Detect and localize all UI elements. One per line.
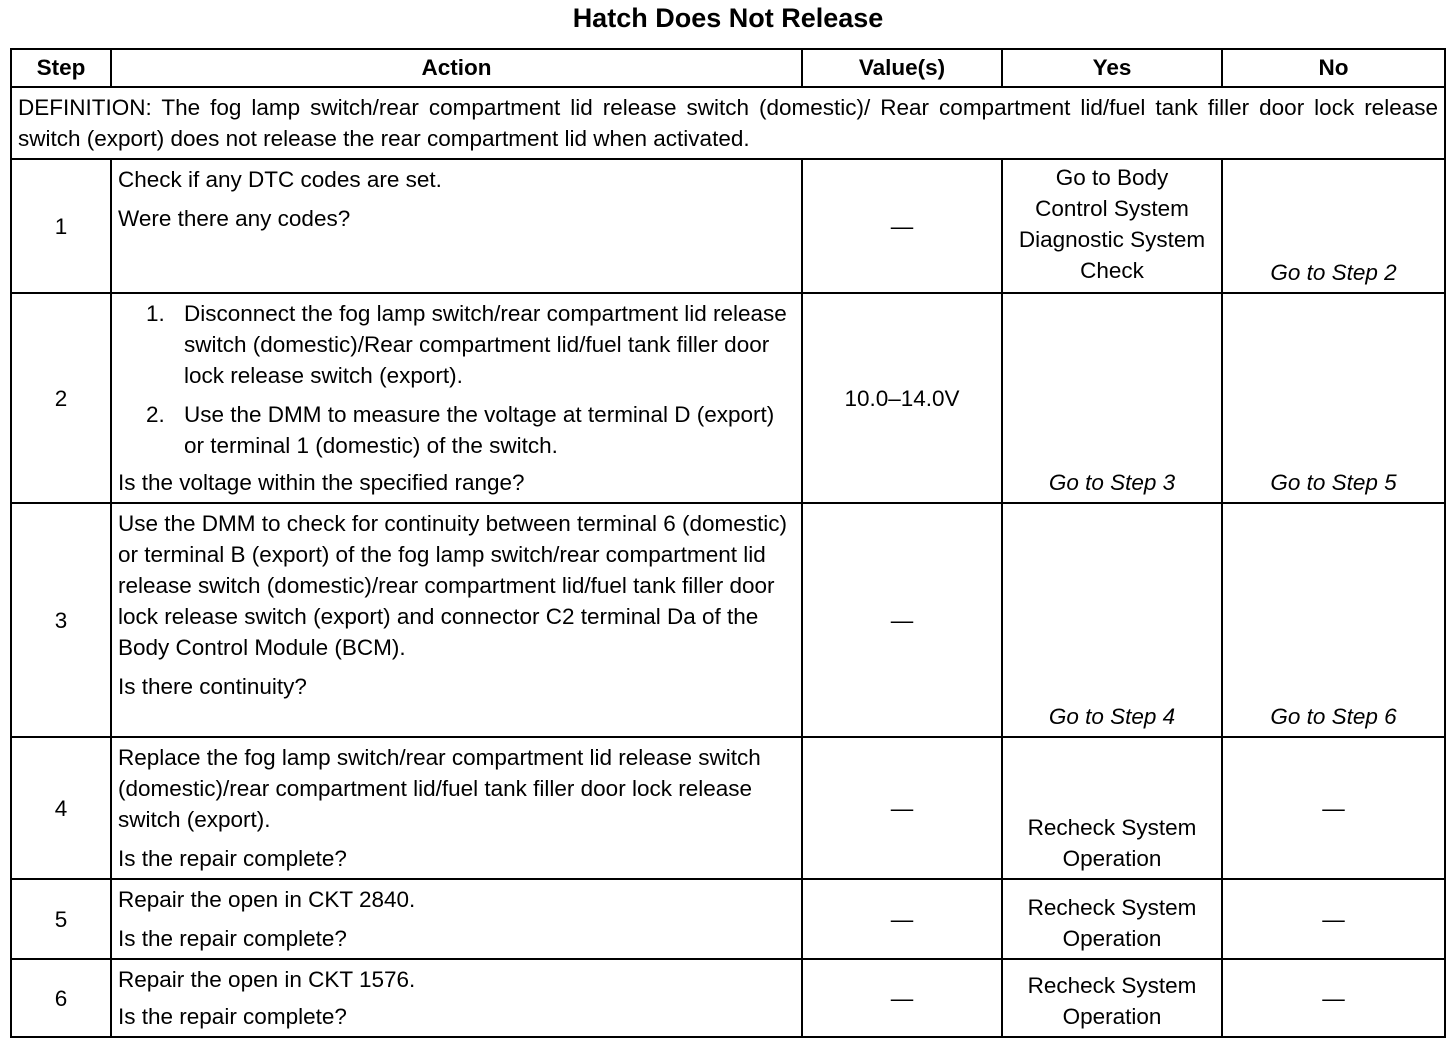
table-row xyxy=(11,959,1445,1037)
no-cell xyxy=(1222,503,1445,737)
action-question: Is the voltage within the specified range? xyxy=(118,470,525,495)
list-item xyxy=(118,399,793,461)
no-text: Go to Step 6 xyxy=(1270,704,1397,729)
no-text: — xyxy=(1222,959,1445,1037)
table-row xyxy=(11,293,1445,503)
action-text: Check if any DTC codes are set. xyxy=(118,167,442,192)
value-cell: — xyxy=(802,959,1002,1037)
header-action: Action xyxy=(111,49,802,87)
header-row xyxy=(11,49,1445,87)
yes-text: Go to Step 3 xyxy=(1048,470,1176,495)
action-question: Is the repair complete? xyxy=(118,926,347,951)
definition-text: DEFINITION: The fog lamp switch/rear compartment lid release switch (domestic)/ Rear compartment lid/fuel tank filler door lock release switch (export) does not release the rear compartment lid when activated. xyxy=(11,87,1445,159)
action-question: Were there any codes? xyxy=(118,206,351,231)
action-cell xyxy=(111,959,802,1037)
value-cell: — xyxy=(802,737,1002,879)
value-cell: — xyxy=(802,879,1002,959)
table-row xyxy=(11,503,1445,737)
table-row xyxy=(11,737,1445,879)
list-item-text: Use the DMM to measure the voltage at terminal D (export) or terminal 1 (domestic) of the switch. xyxy=(184,402,775,458)
header-no: No xyxy=(1222,49,1445,87)
no-text: — xyxy=(1222,737,1445,879)
table-row xyxy=(11,879,1445,959)
no-text: — xyxy=(1222,879,1445,959)
action-question: Is there continuity? xyxy=(118,674,307,699)
page-title: Hatch Does Not Release xyxy=(572,3,884,33)
action-cell xyxy=(111,159,802,293)
step-number: 2 xyxy=(11,293,111,503)
yes-text: Go to Body Control System Diagnostic System Check xyxy=(1018,165,1206,283)
action-steps-list xyxy=(118,298,793,461)
value-cell: — xyxy=(802,159,1002,293)
no-cell xyxy=(1222,159,1445,293)
step-number: 3 xyxy=(11,503,111,737)
diagnostic-table xyxy=(10,48,1446,1038)
yes-cell xyxy=(1002,879,1222,959)
no-cell xyxy=(1222,293,1445,503)
list-item-number: 2. xyxy=(146,402,165,427)
action-text: Replace the fog lamp switch/rear compartment lid release switch (domestic)/rear compartment lid/fuel tank filler door lock release switch (export). xyxy=(118,745,761,832)
step-number: 6 xyxy=(11,959,111,1037)
action-text: Repair the open in CKT 1576. xyxy=(118,967,416,992)
header-values: Value(s) xyxy=(802,49,1002,87)
yes-cell xyxy=(1002,159,1222,293)
action-cell xyxy=(111,737,802,879)
yes-text: Recheck System Operation xyxy=(1027,815,1197,871)
step-number: 1 xyxy=(11,159,111,293)
value-cell: 10.0–14.0V xyxy=(802,293,1002,503)
list-item-text: Disconnect the fog lamp switch/rear compartment lid release switch (domestic)/Rear compartment lid/fuel tank filler door lock release switch (export). xyxy=(184,301,787,388)
no-text: Go to Step 5 xyxy=(1270,470,1397,495)
yes-text: Recheck System Operation xyxy=(1027,973,1197,1029)
list-item-number: 1. xyxy=(146,301,165,326)
yes-cell xyxy=(1002,737,1222,879)
header-step: Step xyxy=(11,49,111,87)
yes-cell xyxy=(1002,959,1222,1037)
action-question: Is the repair complete? xyxy=(118,846,347,871)
yes-cell xyxy=(1002,503,1222,737)
action-cell xyxy=(111,503,802,737)
step-number: 4 xyxy=(11,737,111,879)
definition-row xyxy=(11,87,1445,159)
header-yes: Yes xyxy=(1002,49,1222,87)
action-cell xyxy=(111,293,802,503)
list-item xyxy=(118,298,793,391)
yes-cell xyxy=(1002,293,1222,503)
action-cell xyxy=(111,879,802,959)
action-text: Use the DMM to check for continuity between terminal 6 (domestic) or terminal B (export) of the fog lamp switch/rear compartment lid release switch (domestic)/rear compartment lid/fuel tank filler door lock release switch (export) and connector C2 terminal Da of the Body Control Module (BCM). xyxy=(118,511,788,660)
action-question: Is the repair complete? xyxy=(118,1004,347,1029)
yes-text: Recheck System Operation xyxy=(1027,895,1197,951)
action-text: Repair the open in CKT 2840. xyxy=(118,887,416,912)
step-number: 5 xyxy=(11,879,111,959)
yes-text: Go to Step 4 xyxy=(1048,704,1176,729)
no-text: Go to Step 2 xyxy=(1270,260,1397,285)
table-row xyxy=(11,159,1445,293)
value-cell: — xyxy=(802,503,1002,737)
